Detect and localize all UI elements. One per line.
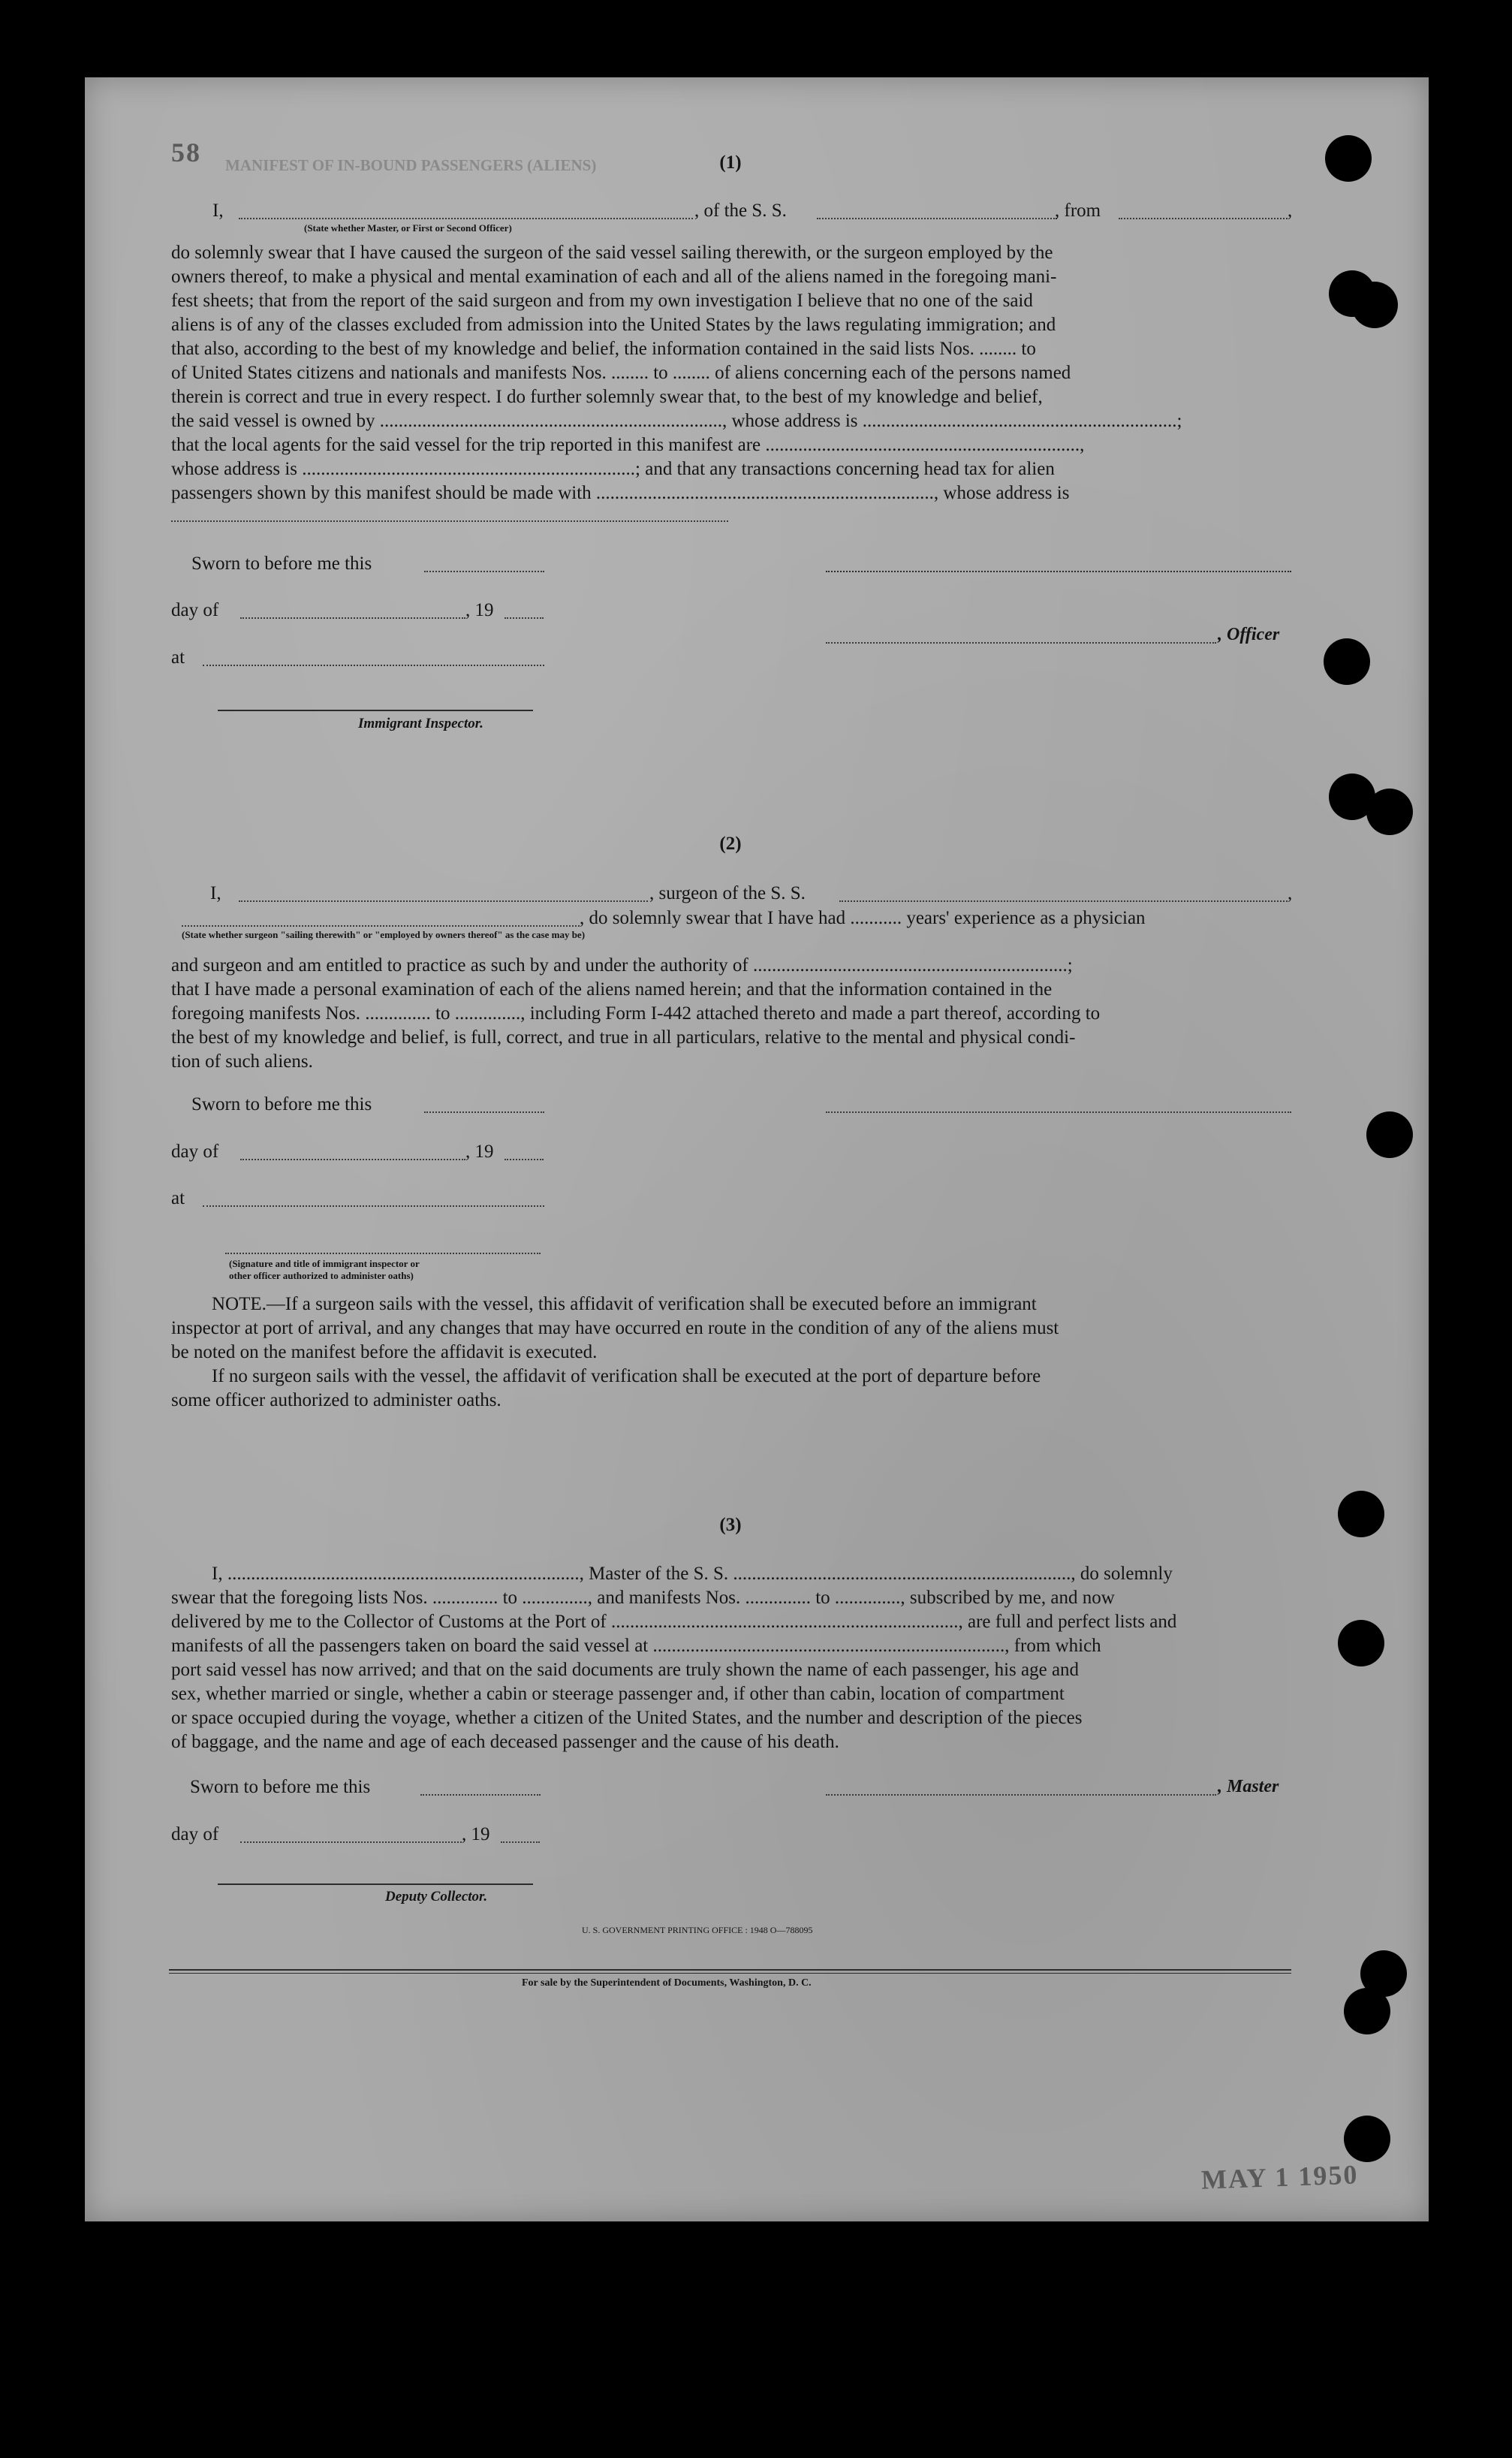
binder-hole [1324, 638, 1370, 685]
s1-sworn: Sworn to before me this [191, 553, 372, 574]
sale-notice: For sale by the Superintendent of Documents, Washington, D. C. [522, 1977, 812, 1989]
s2-note: some officer authorized to administer oaths. [171, 1390, 501, 1410]
footer-rule-2 [169, 1973, 1291, 1974]
s1-line: do solemnly swear that I have caused the surgeon of the said vessel sailing therewith, or the surgeon employed by the [171, 243, 1053, 263]
s2-sworn: Sworn to before me this [191, 1094, 372, 1114]
s1-state-note: (State whether Master, or First or Second Officer) [304, 222, 512, 234]
s2-sig-note-2: other officer authorized to administer oaths) [229, 1270, 414, 1281]
s2-year: , 19 [465, 1142, 494, 1162]
s1-at-line [203, 665, 544, 666]
s2-line: that I have made a personal examination of each of the aliens named herein; and that the information contained in the [171, 979, 1053, 1000]
s2-at: at [171, 1188, 185, 1208]
s3-line: of baggage, and the name and age of each deceased passenger and the cause of his death. [171, 1732, 839, 1752]
s2-line: tion of such aliens. [171, 1051, 313, 1072]
s1-line: owners thereof, to make a physical and mental examination of each and all of the aliens named in the foregoing mani- [171, 267, 1057, 287]
binder-hole [1325, 135, 1372, 182]
s3-sworn-line [420, 1794, 541, 1796]
s1-inspector-line [218, 710, 533, 711]
s2-note: NOTE.—If a surgeon sails with the vessel, this affidavit of verification shall be executed before an immigrant [212, 1294, 1037, 1314]
binder-hole [1366, 789, 1413, 835]
s1-officer: , Officer [1218, 625, 1280, 644]
s2-day-of: day of [171, 1142, 219, 1162]
s1-officer-line [826, 642, 1216, 644]
s2-name-line [239, 900, 648, 902]
s2-inspector-line [225, 1253, 541, 1254]
s1-line: whose address is .......................................................................; and that any transactions concerning head tax for alien [171, 459, 1055, 479]
s3-day-of: day of [171, 1824, 219, 1844]
s2-note: be noted on the manifest before the affidavit is executed. [171, 1342, 598, 1362]
s3-sworn: Sworn to before me this [190, 1777, 371, 1797]
binder-hole [1351, 282, 1398, 328]
binder-hole [1344, 1988, 1390, 2034]
s3-year: , 19 [462, 1824, 490, 1844]
gpo-imprint: U. S. GOVERNMENT PRINTING OFFICE : 1948 O—788095 [582, 1925, 813, 1935]
s1-at: at [171, 647, 185, 668]
s1-line: aliens is of any of the classes excluded from admission into the United States by the laws regulating immigration; and [171, 315, 1056, 335]
s3-line: swear that the foregoing lists Nos. .............. to .............., and manifests Nos. .............. to .............., subscribed by me, and now [171, 1588, 1115, 1608]
s3-line: port said vessel has now arrived; and that on the said documents are truly shown the name of each passenger, his age and [171, 1660, 1080, 1680]
s3-master: , Master [1218, 1777, 1279, 1796]
s1-signature-line [826, 571, 1291, 572]
section-1-number: (1) [719, 152, 742, 173]
s3-collector: Deputy Collector. [385, 1889, 488, 1905]
s1-of-ss: , of the S. S. [694, 201, 787, 221]
s3-line: manifests of all the passengers taken on board the said vessel at ..........................................................................., from which [171, 1636, 1101, 1656]
s2-i: I, [210, 883, 221, 903]
s2-line: foregoing manifests Nos. .............. to .............., including Form I-442 attached thereto and made a part thereof, according to [171, 1003, 1101, 1024]
s1-address-line [171, 520, 728, 522]
s1-inspector: Immigrant Inspector. [358, 716, 483, 731]
s3-line: or space occupied during the voyage, whether a citizen of the United States, and the number and description of the pieces [171, 1708, 1083, 1728]
s2-end: , [1288, 883, 1293, 903]
s2-day-line [240, 1159, 465, 1160]
s2-ss-line [839, 900, 1288, 902]
s1-line: the said vessel is owned by ........................................................................., whose address is ...................................................................; [171, 411, 1182, 431]
s2-year-line [505, 1159, 544, 1160]
s1-line: of United States citizens and nationals and manifests Nos. ........ to ........ of aliens concerning each of the persons named [171, 363, 1071, 383]
s2-line2: , do solemnly swear that I have had ........... years' experience as a physician [580, 908, 1146, 928]
date-stamp: MAY 1 1950 [1200, 2159, 1359, 2195]
s2-surgeon: , surgeon of the S. S. [649, 883, 806, 903]
s3-collector-line [218, 1883, 533, 1885]
s2-line: the best of my knowledge and belief, is full, correct, and true in all particulars, relative to the mental and physical condi- [171, 1027, 1076, 1048]
s1-line: fest sheets; that from the report of the said surgeon and from my own investigation I believe that no one of the said [171, 291, 1033, 311]
section-2-number: (2) [719, 834, 742, 854]
s3-year-line [501, 1841, 540, 1843]
s1-from: , from [1055, 201, 1101, 221]
s1-year-line [505, 617, 544, 619]
s3-line: sex, whether married or single, whether a cabin or steerage passenger and, if other than cabin, location of compartment [171, 1684, 1065, 1704]
s1-from-line [1119, 218, 1288, 219]
s2-note: If no surgeon sails with the vessel, the affidavit of verification shall be executed at the port of departure before [212, 1366, 1041, 1386]
s2-state-note: (State whether surgeon "sailing therewith" or "employed by owners thereof" as the case may be) [182, 929, 586, 940]
binder-hole [1338, 1491, 1384, 1537]
s2-signature-line [826, 1111, 1291, 1113]
binder-hole [1344, 2116, 1390, 2162]
s1-line: therein is correct and true in every respect. I do further solemnly swear that, to the best of my knowledge and belief, [171, 387, 1043, 407]
s1-i: I, [212, 201, 224, 221]
s2-sworn-line [424, 1111, 544, 1113]
s1-sworn-line [424, 571, 544, 572]
binder-hole [1338, 1620, 1384, 1666]
s2-note: inspector at port of arrival, and any changes that may have occurred en route in the condition of any of the aliens must [171, 1318, 1059, 1338]
s1-day-line [240, 617, 465, 619]
s1-day-of: day of [171, 600, 219, 620]
page-number: 58 [171, 137, 201, 167]
s1-rank-line [239, 218, 693, 219]
s3-line: I, ..........................................................................., Master of the S. S. ........................................................................, do solemnly [212, 1564, 1173, 1584]
section-3-number: (3) [719, 1515, 742, 1535]
s1-line: that also, according to the best of my knowledge and belief, the information contained in the said lists Nos. ........ to [171, 339, 1036, 359]
s1-ss-line [817, 218, 1057, 219]
s2-sig-note-1: (Signature and title of immigrant inspector or [229, 1258, 420, 1269]
s1-end: , [1288, 201, 1293, 221]
binder-hole [1366, 1111, 1413, 1158]
s3-day-line [240, 1841, 462, 1843]
s2-at-line [203, 1205, 544, 1207]
s3-master-line [826, 1794, 1216, 1796]
s1-line: passengers shown by this manifest should be made with ........................................................................, whose address is [171, 483, 1070, 503]
faint-header: MANIFEST OF IN-BOUND PASSENGERS (ALIENS) [225, 156, 597, 174]
s2-line: and surgeon and am entitled to practice as such by and under the authority of ...................................................................; [171, 955, 1073, 976]
s3-line: delivered by me to the Collector of Customs at the Port of .........................................................................., are full and perfect lists and [171, 1612, 1177, 1632]
s1-year: , 19 [465, 600, 494, 620]
footer-rule-1 [169, 1969, 1291, 1971]
s1-line: that the local agents for the said vessel for the trip reported in this manifest are ..................................................................., [171, 435, 1085, 455]
s2-status-line [182, 925, 580, 927]
